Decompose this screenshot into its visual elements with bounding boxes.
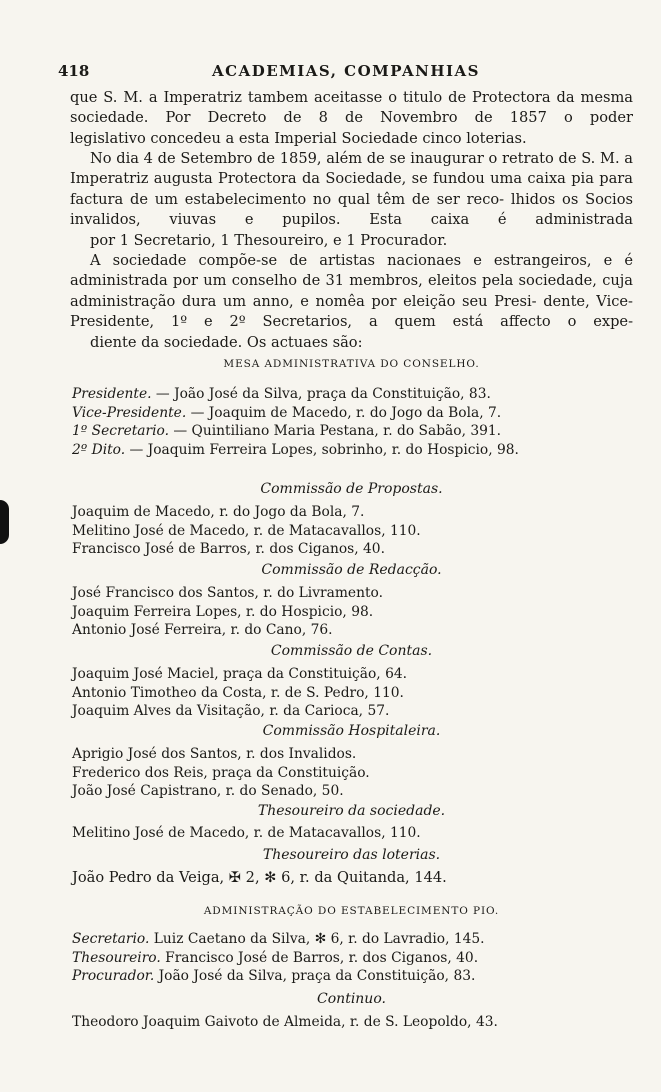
commission-heading: Commissão de Propostas. bbox=[260, 481, 443, 497]
role-label: Vice-Presidente. bbox=[72, 404, 187, 421]
text-line: mesma sociedade. Por Decreto de 8 de Novembro de 1857 o poder bbox=[70, 89, 633, 127]
member-entry: — Joaquim Ferreira Lopes, sobrinho, r. do Hospicio, 98. bbox=[125, 441, 519, 458]
estabelecimento-heading: ADMINISTRAÇÃO DO ESTABELECIMENTO PIO. bbox=[203, 905, 500, 917]
text-line: que S. M. a Imperatriz tambem aceitasse o titulo de Protectora da bbox=[70, 89, 575, 106]
list-item: Antonio José Ferreira, r. do Cano, 76. bbox=[72, 622, 333, 639]
intro-paragraph bbox=[70, 88, 633, 149]
commission-heading: Commissão de Redacção. bbox=[261, 562, 442, 578]
commission-list bbox=[72, 665, 632, 721]
text-line: No dia 4 de Setembro de 1859, além de se inaugurar o retrato de bbox=[90, 150, 577, 167]
role-label: Thesoureiro. bbox=[72, 949, 161, 966]
text-line: caixa pia para factura de um estabelecimento no qual têm de ser reco- bbox=[70, 170, 633, 208]
list-item bbox=[72, 404, 632, 423]
list-item: Joaquim Alves da Visitação, r. da Carioca, 57. bbox=[72, 703, 390, 720]
running-head: ACADEMIAS, COMPANHIAS bbox=[212, 62, 480, 80]
paragraph-third bbox=[70, 251, 633, 353]
paragraph bbox=[70, 251, 633, 353]
role-label: 2º Dito. bbox=[72, 441, 126, 458]
list-item: Francisco José de Barros, r. dos Ciganos, 40. bbox=[72, 541, 385, 558]
list-item: Theodoro Joaquim Gaivoto de Almeida, r. de S. Leopoldo, 43. bbox=[72, 1014, 498, 1030]
member-entry: — João José da Silva, praça da Constituição, 83. bbox=[151, 386, 491, 402]
role-label: Procurador. bbox=[72, 968, 155, 985]
estabelecimento-list bbox=[72, 930, 632, 986]
text-line: legislativo concedeu a esta Imperial Sociedade cinco loterias. bbox=[70, 129, 527, 147]
commission-list bbox=[72, 824, 632, 843]
role-label: Presidente. bbox=[72, 386, 152, 402]
list-item: Joaquim Ferreira Lopes, r. do Hospicio, 98. bbox=[72, 603, 374, 620]
member-entry: — Joaquim de Macedo, r. do Jogo da Bola, 7. bbox=[186, 404, 502, 421]
list-item: Melitino José de Macedo, r. de Matacavallos, 110. bbox=[72, 522, 421, 539]
list-item bbox=[72, 385, 632, 404]
list-item: João José Capistrano, r. do Senado, 50. bbox=[72, 783, 344, 800]
paragraph bbox=[70, 149, 633, 251]
text-line: A sociedade compõe-se de artistas nacionaes e estrangeiros, e é bbox=[90, 252, 633, 269]
commission-heading: Thesoureiro da sociedade. bbox=[257, 803, 446, 819]
list-item bbox=[72, 422, 632, 441]
list-item: Joaquim José Maciel, praça da Constituição, 64. bbox=[72, 666, 408, 682]
list-item: José Francisco dos Santos, r. do Livramento. bbox=[72, 585, 383, 601]
text-line: administrada por um conselho de 31 membros, eleitos pela sociedade, bbox=[70, 272, 597, 290]
list-item: Aprigio José dos Santos, r. dos Invalidos. bbox=[72, 746, 357, 762]
list-item bbox=[72, 949, 632, 968]
text-line: dente, Vice-Presidente, 1º e 2º Secretarios, a quem está affecto o expe- bbox=[70, 292, 633, 331]
text-line: cuja administração dura um anno, e nomêa por eleição seu Presi- bbox=[70, 272, 633, 310]
list-item: Frederico dos Reis, praça da Constituição. bbox=[72, 764, 370, 781]
role-label: Secretario. bbox=[72, 931, 150, 947]
commission-list bbox=[72, 503, 632, 559]
mesa-list bbox=[72, 385, 632, 459]
paragraph bbox=[70, 88, 633, 149]
paragraph-second bbox=[70, 149, 633, 251]
text-line: diente da sociedade. Os actuaes são: bbox=[90, 333, 363, 351]
list-item: Joaquim de Macedo, r. do Jogo da Bola, 7. bbox=[72, 504, 365, 520]
continuo-list bbox=[72, 1013, 632, 1032]
mesa-heading: MESA ADMINISTRATIVA DO CONSELHO. bbox=[223, 358, 480, 370]
commission-heading: Commissão Hospitaleira. bbox=[262, 723, 441, 739]
list-item: Antonio Timotheo da Costa, r. de S. Pedro, 110. bbox=[72, 684, 404, 701]
text-line: por 1 Secretario, 1 Thesoureiro, e 1 Procurador. bbox=[90, 231, 448, 249]
commission-list bbox=[72, 584, 632, 640]
commission-heading: Commissão de Contas. bbox=[270, 643, 433, 659]
page-number: 418 bbox=[58, 62, 90, 80]
continuo-heading: Continuo. bbox=[317, 991, 386, 1007]
role-label: 1º Secretario. bbox=[72, 423, 169, 440]
member-entry: João José da Silva, praça da Constituição, 83. bbox=[154, 968, 476, 985]
list-item: João Pedro da Veiga, ✠ 2, ✻ 6, r. da Quitanda, 144. bbox=[72, 869, 447, 886]
ink-blot bbox=[0, 500, 9, 544]
text-line: S. M. a Imperatriz augusta Protectora da Sociedade, se fundou uma bbox=[70, 150, 633, 188]
member-entry: Luiz Caetano da Silva, ✻ 6, r. do Lavradio, 145. bbox=[149, 931, 485, 947]
list-item: Melitino José de Macedo, r. de Matacavallos, 110. bbox=[72, 825, 421, 841]
commission-list bbox=[72, 869, 632, 888]
list-item bbox=[72, 967, 632, 986]
member-entry: — Quintiliano Maria Pestana, r. do Sabão, 391. bbox=[168, 423, 502, 440]
list-item bbox=[72, 930, 632, 949]
list-item bbox=[72, 441, 632, 460]
commission-list bbox=[72, 745, 632, 801]
page-header bbox=[58, 62, 634, 82]
commission-heading: Thesoureiro das loterias. bbox=[262, 847, 441, 863]
text-line: lhidos os Socios invalidos, viuvas e pupilos. Esta caixa é administrada bbox=[70, 190, 633, 229]
member-entry: Francisco José de Barros, r. dos Ciganos, 40. bbox=[160, 949, 479, 966]
